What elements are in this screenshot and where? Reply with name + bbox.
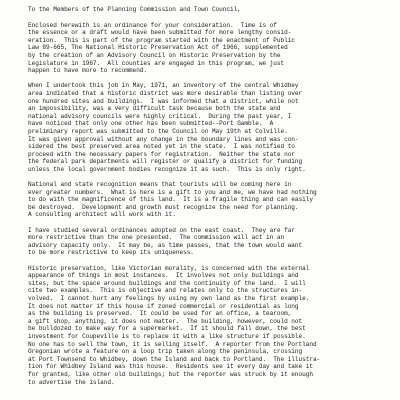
text-line: cite two examples. This is objective and relates only to the structures in-: [28, 287, 303, 295]
paragraph-ordinances: [28, 227, 378, 257]
text-line: ever greater numbers. What is here is a gift to you and me, we have had nothing: [28, 188, 317, 196]
text-line: be bulldozed to make way for a supermarket. If it should fall down, the best: [28, 325, 306, 333]
text-line: volved. I cannot hurt any feelings by using my own land as the first example.: [28, 294, 310, 302]
text-line: to do with the magnificence of this land. It is a fragile thing and can easily: [28, 196, 313, 204]
text-line: unless the local government bodies recognize it as such. This is only right.: [28, 165, 306, 173]
text-line: Enclosed herewith is an ordinance for your consideration. Time is of: [28, 21, 277, 29]
text-line: area indicated that a historic district was more desirable than listing over: [28, 89, 303, 97]
text-line: the essence or a draft would have been submitted for more lengthy consid-: [28, 29, 292, 37]
text-line: It does not matter if this house if zoned commercial or residential as long: [28, 302, 299, 310]
text-line: as the building is preserved. It could be used for an office, a tearoom,: [28, 310, 292, 318]
text-line: the federal park departments will register or qualify a district for funding: [28, 158, 303, 166]
paragraph-recognition: [28, 181, 378, 219]
text-line: more restrictive than the one presented. The commission will act in an: [28, 234, 285, 242]
text-line: be destroyed. Development and growth must recognize the need for planning.: [28, 203, 299, 211]
text-line: at Port Townsend to Whidbey, down the Island and back to Portland. The illustra-: [28, 355, 321, 363]
text-line: advisory capacity only. It may be, as time passes, that the town would want: [28, 241, 303, 249]
text-line: Legislature in 1967. All counties are engaged in this program, we just: [28, 59, 285, 67]
text-line: one hundred sites and buildings. I was informed that a district, while not: [28, 97, 299, 105]
text-line: sites, but the space around buildings and the continuity of the land. I will: [28, 279, 306, 287]
text-line: for granted, like other old buildings; but the reporter was struck by it enough: [28, 370, 313, 378]
text-line: happen to have more to recommend.: [28, 67, 148, 75]
text-line: Law 89-665, The National Historic Preservation Act of 1966, supplemented: [28, 44, 288, 52]
paragraph-preservation: [28, 265, 378, 387]
text-line: eration. This is part of the program started with the enactment of Public: [28, 36, 295, 44]
text-line: by the creation of an Advisory Council on Historic Preservation by the: [28, 51, 281, 59]
paragraph-ordinance-intro: [28, 22, 378, 75]
text-line: national advisory councils were highly critical. During the past year, I: [28, 112, 292, 120]
text-line: to be more restrictive to keep its uniqueness.: [28, 249, 194, 257]
text-line: No one has to sell the town, it is selling itself. A reporter from the Portland: [28, 340, 317, 348]
text-line: a gift shop, anything, it does not matter. The building, however, could not: [28, 317, 303, 325]
text-line: National and state recognition means that tourists will be coming here in: [28, 181, 292, 189]
text-line: Historic preservation, like Victorian morality, is concerned with the external: [28, 264, 310, 272]
text-line: preliminary report was submitted to the Council on May 19th at Colville.: [28, 127, 288, 135]
paragraph-historic-district: [28, 82, 378, 173]
text-line: A consulting architect will work with it.: [28, 211, 176, 219]
text-line: proceed with the necessary papers for registration. Neither the state nor: [28, 150, 295, 158]
text-line: have noticed that only one other has been submitted--Port Gamble. A: [28, 120, 274, 128]
text-line: to advertise the island.: [28, 378, 115, 386]
text-line: Oregonian wrote a feature on a loop trip taken along the peninsula, crossing: [28, 348, 303, 356]
text-line: I have studied several ordinances adopted on the east coast. They are far: [28, 226, 295, 234]
text-line: It was given approval without any change in the boundary lines and was con-: [28, 135, 299, 143]
text-line: investment for Coupeville is to replace it with a like structure if possible.: [28, 332, 306, 340]
text-line: When I undertook this job in May, 1971, an inventory of the central Whidbey: [28, 82, 299, 90]
salutation: To the Members of the Planning Commission and Town Council,: [28, 6, 241, 13]
text-line: appearance of things in most instances. It involves not only buildings and: [28, 272, 299, 280]
text-line: tion for Whidbey Island was this house. Residents see it every day and take it: [28, 363, 313, 371]
text-line: sidered the best preserved area noted yet in the state. I was notified to: [28, 143, 295, 151]
text-line: an impossibility, was a very difficult task because both the state and: [28, 105, 281, 113]
